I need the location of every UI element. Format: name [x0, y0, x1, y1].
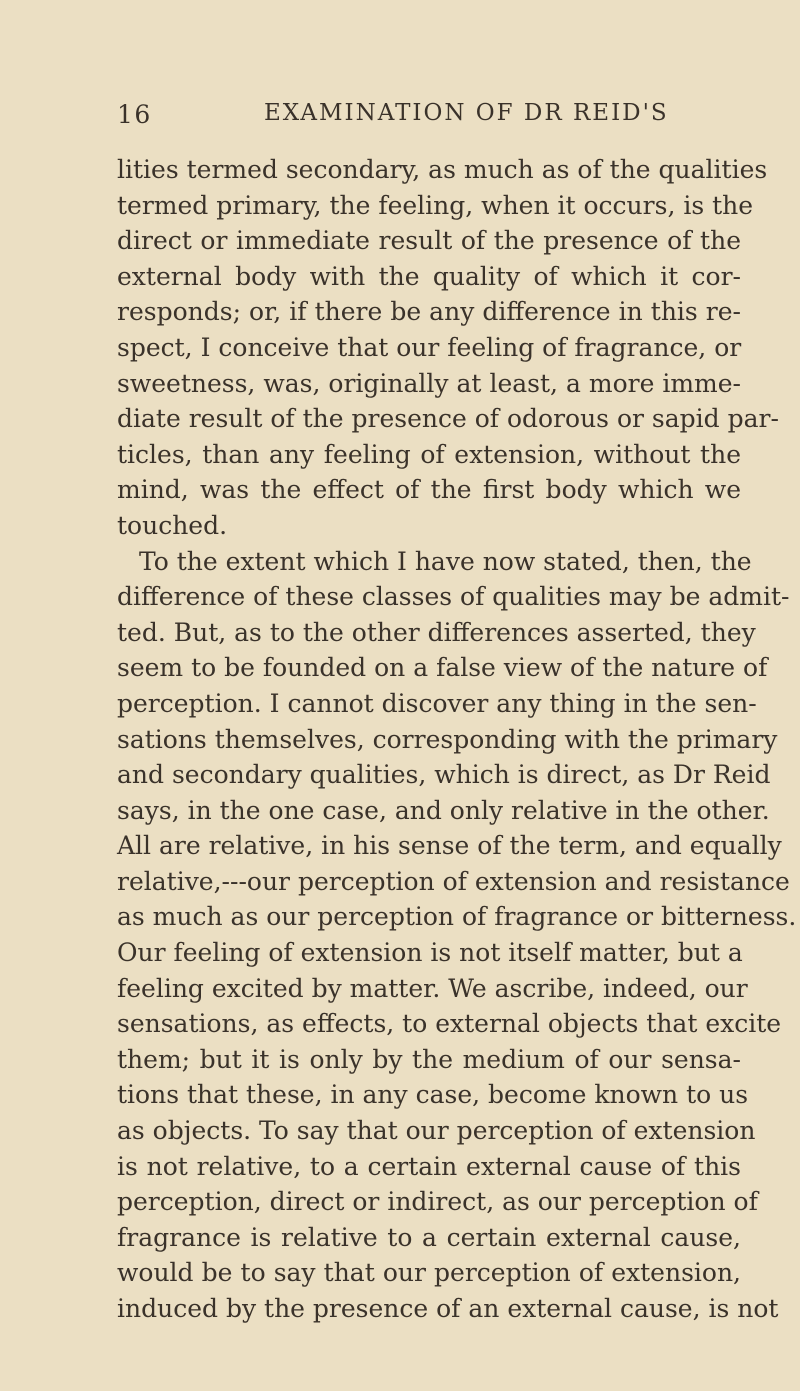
- text-line: diate result of the presence of odorous or sapid par-: [117, 404, 779, 434]
- text-line: difference of these classes of qualities may be admit-: [117, 582, 790, 612]
- text-line: as much as our perception of fragrance or bitterness.: [117, 902, 797, 932]
- running-head-title: EXAMINATION OF DR REID'S: [264, 100, 669, 126]
- running-head: [117, 100, 737, 134]
- text-line: relative,---our perception of extension and resistance: [117, 866, 790, 896]
- text-line: is not relative, to a certain external cause of this: [117, 1151, 741, 1181]
- text-line: Our feeling of extension is not itself matter, but a: [117, 938, 743, 968]
- text-line: mind, was the effect of the first body which we: [117, 475, 741, 505]
- paragraph: [117, 544, 797, 1327]
- text-line: ticles, than any feeling of extension, without the: [117, 439, 741, 469]
- text-line: spect, I conceive that our feeling of fragrance, or: [117, 332, 742, 362]
- text-line: perception. I cannot discover any thing in the sen-: [117, 688, 757, 718]
- text-line: external body with the quality of which it cor-: [117, 261, 741, 291]
- text-line: fragrance is relative to a certain external cause,: [117, 1222, 741, 1252]
- text-line: responds; or, if there be any difference in this re-: [117, 297, 741, 327]
- text-line: tions that these, in any case, become known to us: [117, 1080, 749, 1110]
- text-line: To the extent which I have now stated, then, the: [139, 546, 752, 576]
- text-line: termed primary, the feeling, when it occurs, is the: [117, 190, 754, 220]
- page-number: 16: [117, 100, 152, 129]
- paragraph: [117, 152, 779, 544]
- text-line: sations themselves, corresponding with the primary: [117, 724, 778, 754]
- text-line: All are relative, in his sense of the term, and equally: [117, 831, 782, 861]
- text-line: touched.: [117, 510, 228, 540]
- text-line: says, in the one case, and only relative in the other.: [117, 795, 770, 825]
- text-line: and secondary qualities, which is direct, as Dr Reid: [117, 760, 771, 790]
- body-text: [117, 152, 797, 1327]
- text-line: ted. But, as to the other differences asserted, they: [117, 617, 756, 647]
- text-line: seem to be founded on a false view of the nature of: [117, 653, 768, 683]
- text-line: sweetness, was, originally at least, a more imme-: [117, 368, 741, 398]
- text-line: induced by the presence of an external cause, is not: [117, 1294, 779, 1323]
- text-line: perception, direct or indirect, as our perception of: [117, 1187, 758, 1217]
- text-line: feeling excited by matter. We ascribe, indeed, our: [117, 973, 748, 1003]
- text-line: would be to say that our perception of extension,: [117, 1258, 741, 1288]
- text-line: as objects. To say that our perception of extension: [117, 1116, 756, 1146]
- text-line: them; but it is only by the medium of our sensa-: [117, 1044, 741, 1074]
- text-line: sensations, as effects, to external objects that excite: [117, 1009, 782, 1039]
- text-line: lities termed secondary, as much as of the qualities: [117, 155, 768, 184]
- text-line: direct or immediate result of the presence of the: [117, 226, 741, 256]
